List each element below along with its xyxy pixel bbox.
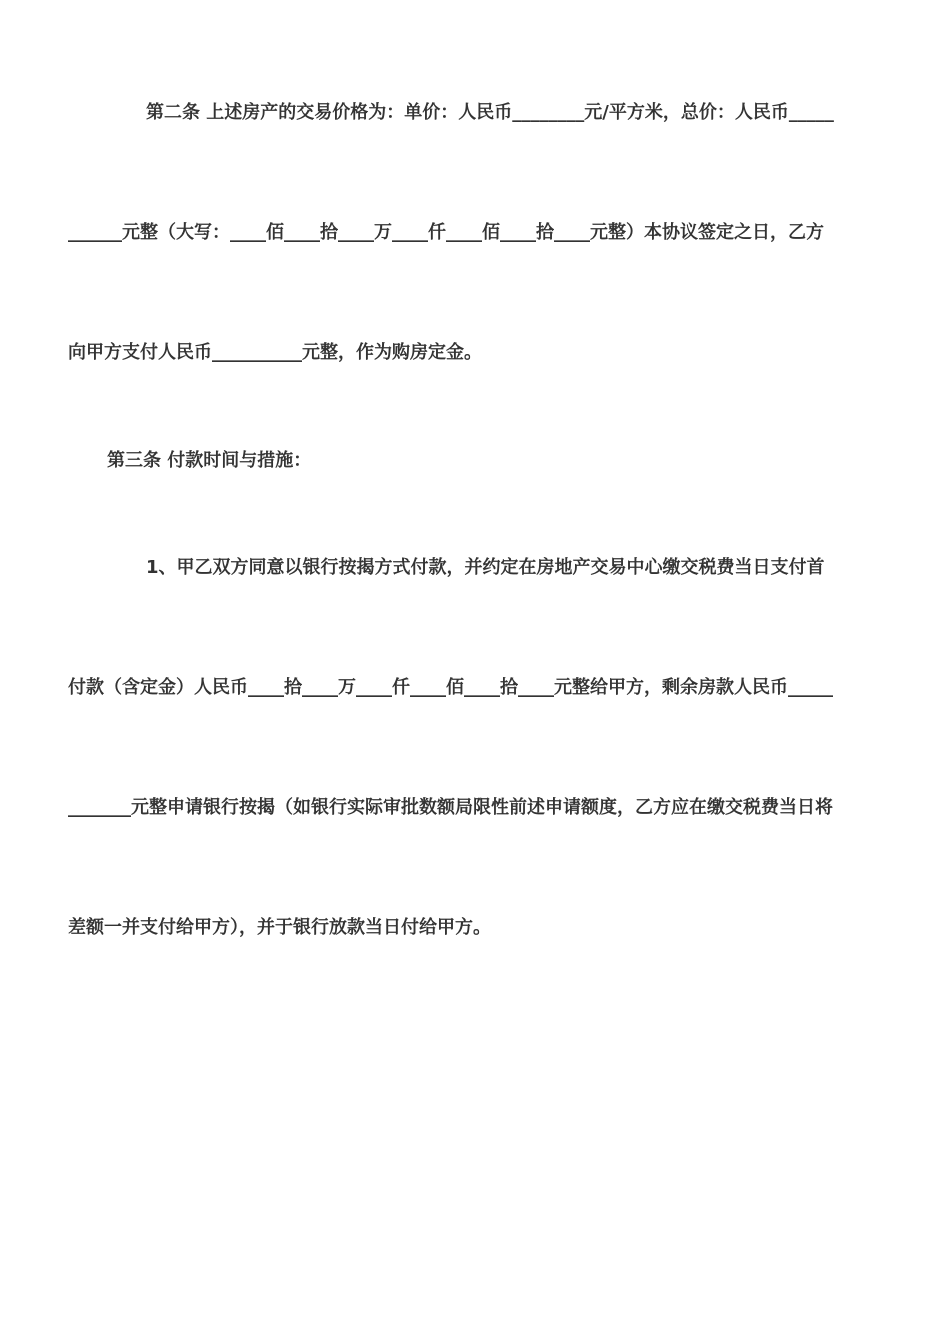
article-2-line-2: ______元整（大写：____佰____拾____万____仟____佰____拾____元整）本协议签定之日，乙方 xyxy=(68,222,824,243)
article-3-item-1-line-1: 1、甲乙双方同意以银行按揭方式付款，并约定在房地产交易中心缴交税费当日支付首 xyxy=(146,557,825,578)
article-2-line-3: 向甲方支付人民币__________元整，作为购房定金。 xyxy=(68,342,482,363)
article-3-heading: 第三条 付款时间与措施： xyxy=(107,450,312,471)
article-2-line-1: 第二条 上述房产的交易价格为：单价：人民币________元/平方米，总价：人民币_____ xyxy=(146,102,834,123)
article-3-item-1-line-4: 差额一并支付给甲方），并于银行放款当日付给甲方。 xyxy=(68,917,491,938)
article-3-item-1-line-2: 付款（含定金）人民币____拾____万____仟____佰____拾____元整给甲方，剩余房款人民币_____ xyxy=(68,677,833,698)
article-3-item-1-line-3: _______元整申请银行按揭（如银行实际审批数额局限性前述申请额度，乙方应在缴交税费当日将 xyxy=(68,797,833,818)
